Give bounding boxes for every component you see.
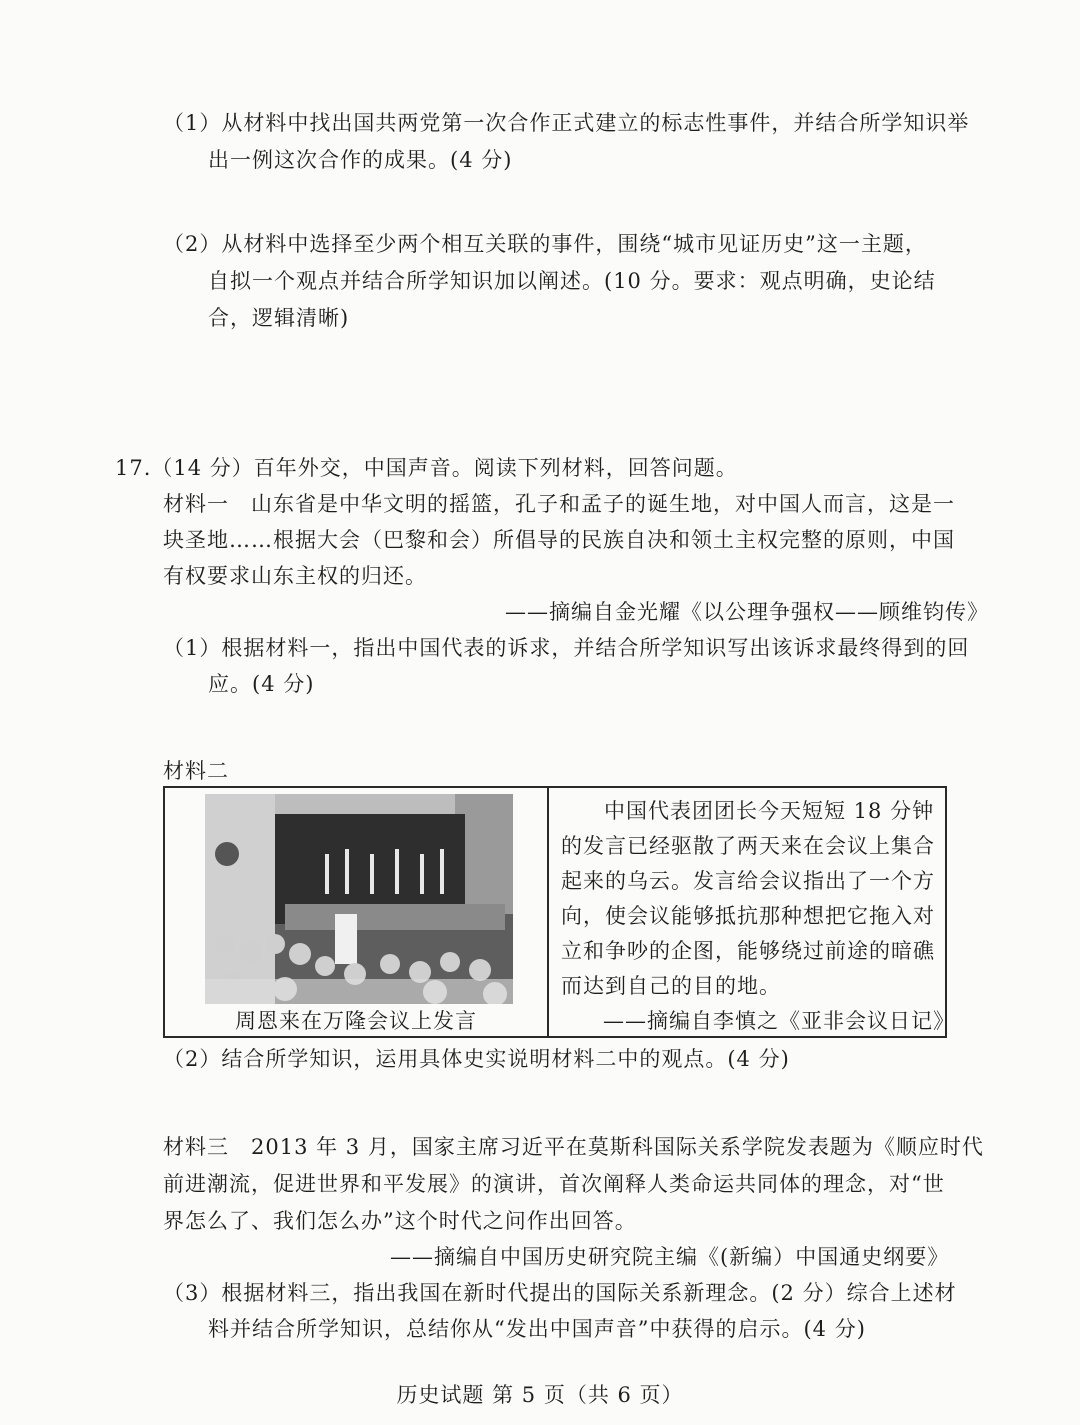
q17-3-line-1: （3）根据材料三，指出我国在新时代提出的国际关系新理念。(2 分）综合上述材 [163,1281,957,1305]
page-footer: 历史试题 第 5 页（共 6 页） [396,1383,684,1407]
quote-line-6: 而达到自己的目的地。 [561,974,781,998]
q16-2-line-2: 自拟一个观点并结合所学知识加以阐述。(10 分。要求：观点明确，史论结 [208,269,936,293]
material-2-label: 材料二 [163,759,229,783]
q17-1-line-2: 应。(4 分) [208,672,315,696]
quote-line-2: 的发言已经驱散了两天来在会议上集合 [561,834,935,858]
material-3-line-1: 材料三 2013 年 3 月，国家主席习近平在莫斯科国际关系学院发表题为《顺应时代 [163,1135,984,1159]
quote-line-5: 立和争吵的企图，能够绕过前途的暗礁 [561,939,935,963]
quote-source: ——摘编自李慎之《亚非会议日记》 [603,1009,955,1033]
quote-line-4: 向，使会议能够抵抗那种想把它拖入对 [561,904,935,928]
q16-1-line-1: （1）从材料中找出国共两党第一次合作正式建立的标志性事件，并结合所学知识举 [163,111,970,135]
table-divider [547,788,549,1036]
bandung-conference-photo [205,794,513,1004]
material-3-line-3: 界怎么了、我们怎么办”这个时代之问作出回答。 [163,1209,637,1233]
quote-line-3: 起来的乌云。发言给会议指出了一个方 [561,869,935,893]
q16-1-line-2: 出一例这次合作的成果。(4 分) [208,148,513,172]
photo-caption: 周恩来在万隆会议上发言 [235,1009,477,1033]
material-3-line-2: 前进潮流，促进世界和平发展》的演讲，首次阐释人类命运共同体的理念，对“世 [163,1172,945,1196]
q17-1-line-1: （1）根据材料一，指出中国代表的诉求，并结合所学知识写出该诉求最终得到的回 [163,636,970,660]
material-3-source: ——摘编自中国历史研究院主编《(新编）中国通史纲要》 [390,1245,950,1269]
q16-2-line-3: 合，逻辑清晰) [208,306,350,330]
q16-2-line-1: （2）从材料中选择至少两个相互关联的事件，围绕“城市见证历史”这一主题， [163,232,927,256]
material-1-line-1: 材料一 山东省是中华文明的摇篮，孔子和孟子的诞生地，对中国人而言，这是一 [163,492,955,516]
material-1-line-3: 有权要求山东主权的归还。 [163,564,427,588]
material-2-table [163,786,955,1038]
quote-line-1: 中国代表团团长今天短短 18 分钟 [604,799,935,823]
q17-2-line: （2）结合所学知识，运用具体史实说明材料二中的观点。(4 分) [163,1047,790,1071]
q17-heading: 17.（14 分）百年外交，中国声音。阅读下列材料，回答问题。 [115,456,738,480]
material-1-line-2: 块圣地……根据大会（巴黎和会）所倡导的民族自决和领土主权完整的原则，中国 [163,528,955,552]
q17-3-line-2: 料并结合所学知识，总结你从“发出中国声音”中获得的启示。(4 分) [208,1317,866,1341]
material-1-source: ——摘编自金光耀《以公理争强权——顾维钧传》 [505,600,989,624]
